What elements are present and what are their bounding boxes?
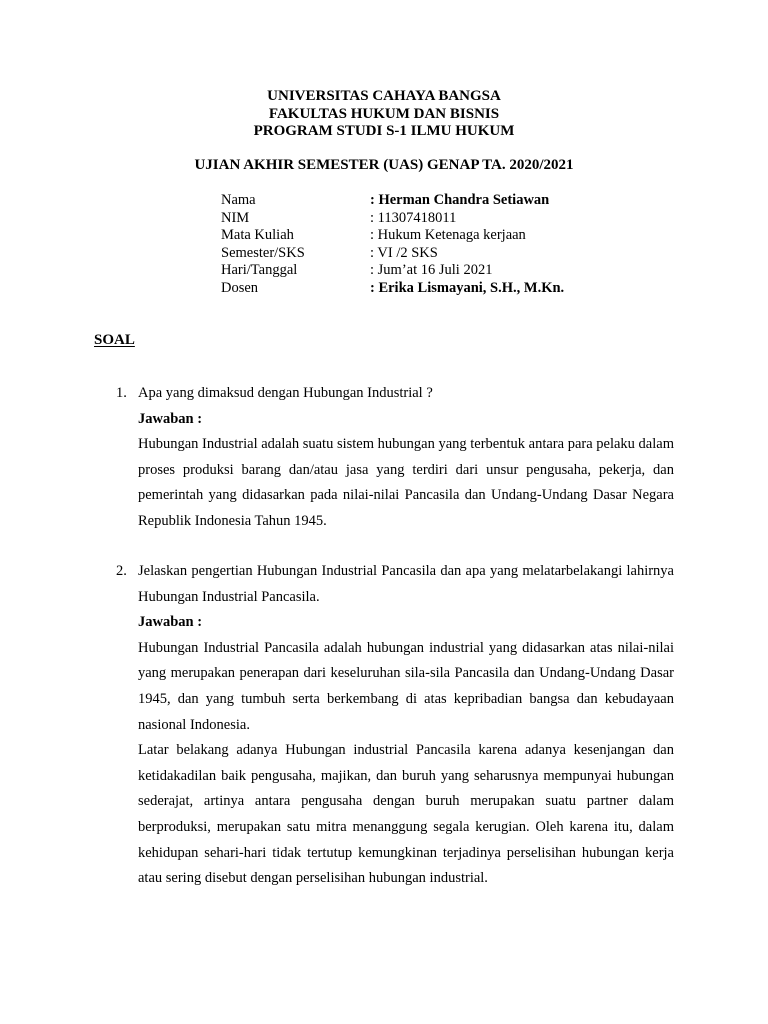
exam-title: UJIAN AKHIR SEMESTER (UAS) GENAP TA. 2020/2021 [194, 157, 574, 173]
question-number: 2. [116, 563, 127, 579]
info-value: : Hukum Ketenaga kerjaan [370, 227, 526, 244]
info-label: NIM [221, 209, 250, 226]
answer-label: Jawaban : [138, 614, 203, 631]
info-label: Hari/Tanggal [221, 262, 298, 279]
info-value: : Jum’at 16 Juli 2021 [370, 262, 493, 279]
question-text: Jelaskan pengertian Hubungan Industrial Pancasila dan apa yang melatarbelakangi lahirnya Hubungan Industrial Pancasila. [138, 563, 674, 605]
soal-heading: SOAL [94, 332, 135, 348]
question-body [138, 559, 674, 892]
info-value: : VI /2 SKS [370, 244, 438, 261]
study-program: PROGRAM STUDI S-1 ILMU HUKUM [253, 123, 515, 139]
info-label: Nama [221, 192, 256, 208]
info-label: Dosen [221, 279, 259, 296]
faculty-name: FAKULTAS HUKUM DAN BISNIS [268, 105, 500, 122]
answer-label: Jawaban : [138, 410, 203, 427]
question-body [138, 381, 674, 535]
document-header [0, 88, 768, 141]
info-value: : Herman Chandra Setiawan [370, 192, 550, 208]
question-number: 1. [116, 385, 127, 401]
info-label: Mata Kuliah [221, 227, 294, 244]
answer-paragraph: Latar belakang adanya Hubungan industrial Pancasila karena adanya kesenjangan dan ketidakadilan baik pengusaha, majikan, dan buruh yang seharusnya mempunyai hubungan sederajat, artinya antara pengusaha dengan buruh merupakan suatu partner dalam berproduksi, merupakan satu mitra menanggung segala kerugian. Oleh karena itu, dalam kehidupan sehari-hari tidak tertutup kemungkinan terjadinya perselisihan hubungan kerja atau sering disebut dengan perselisihan hubungan industrial. [138, 742, 674, 887]
info-value: : Erika Lismayani, S.H., M.Kn. [370, 279, 565, 296]
info-label: Semester/SKS [221, 244, 305, 261]
answer-paragraph: Hubungan Industrial adalah suatu sistem hubungan yang terbentuk antara para pelaku dalam proses produksi barang dan/atau jasa yang terdiri dari unsur pengusaha, pekerja, dan pemerintah yang didasarkan pada nilai-nilai Pancasila dan Undang-Undang Dasar Negara Republik Indonesia Tahun 1945. [138, 436, 674, 529]
info-value: : 11307418011 [370, 209, 457, 226]
question-text: Apa yang dimaksud dengan Hubungan Industrial ? [138, 385, 433, 401]
answer-paragraph: Hubungan Industrial Pancasila adalah hubungan industrial yang didasarkan atas nilai-nilai yang merupakan penerapan dari keseluruhan sila-sila Pancasila dan Undang-Undang Dasar 1945, dan yang tumbuh serta berkembang di atas kepribadian bangsa dan kebudayaan nasional Indonesia. [138, 639, 674, 733]
university-name: UNIVERSITAS CAHAYA BANGSA [267, 88, 501, 104]
